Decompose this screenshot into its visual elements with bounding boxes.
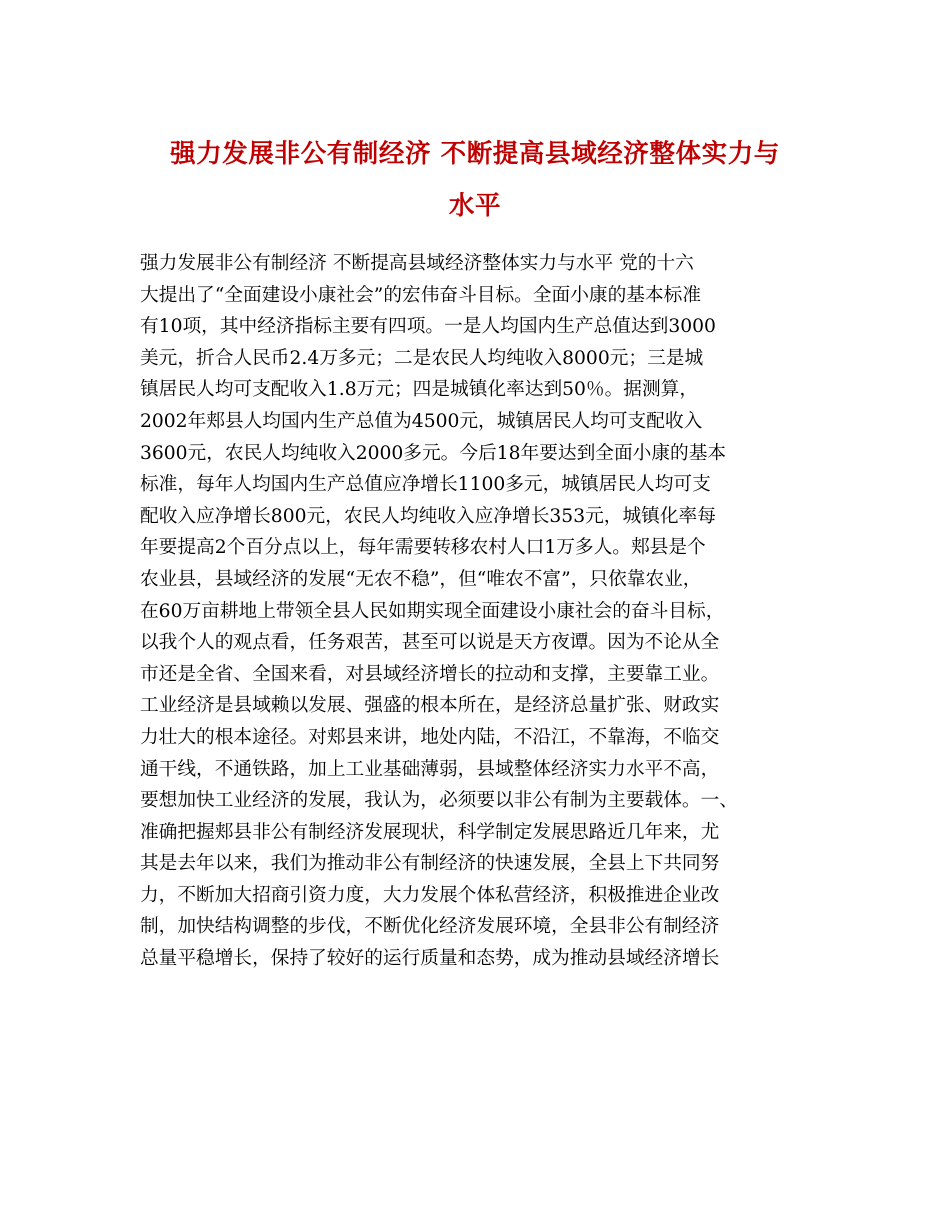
text-line: 要想加快工业经济的发展，我认为，必须要以非公有制为主要载体。一、 xyxy=(140,790,738,812)
text-line: 强力发展非公有制经济 不断提高县域经济整体实力与水平 党的十六 xyxy=(140,253,694,274)
text-line: 农业县，县域经济的发展“无农不稳”，但“唯农不富”，只依靠农业， xyxy=(140,568,702,590)
text-line: 准确把握郏县非公有制经济发展现状，科学制定发展思路近几年来，尤 xyxy=(140,821,720,843)
text-line: 2002年郏县人均国内生产总值为4500元，城镇居民人均可支配收入 xyxy=(140,410,703,432)
title-line: 强力发展非公有制经济 不断提高县域经济整体实力与 xyxy=(170,139,780,169)
text-line: 美元，折合人民币2.4万多元；二是农民人均纯收入8000元；三是城 xyxy=(140,347,704,369)
text-line: 工业经济是县域赖以发展、强盛的根本所在，是经济总量扩张、财政实 xyxy=(140,695,720,717)
text-line: 通干线，不通铁路，加上工业基础薄弱，县域整体经济实力水平不高， xyxy=(140,758,720,780)
page-title xyxy=(120,128,830,232)
text-line: 有10项，其中经济指标主要有四项。一是人均国内生产总值达到3000 xyxy=(140,316,716,338)
text-line: 总量平稳增长，保持了较好的运行质量和态势，成为推动县域经济增长 xyxy=(140,948,720,970)
title-line: 水平 xyxy=(448,191,502,221)
text-line: 其是去年以来，我们为推动非公有制经济的快速发展，全县上下共同努 xyxy=(140,853,720,875)
text-line: 力，不断加大招商引资力度，大力发展个体私营经济，积极推进企业改 xyxy=(140,884,720,906)
text-line: 标准，每年人均国内生产总值应净增长1100多元，城镇居民人均可支 xyxy=(140,474,711,496)
body-paragraph xyxy=(140,248,830,975)
text-line: 配收入应净增长800元，农民人均纯收入应净增长353元，城镇化率每 xyxy=(140,505,716,527)
text-line: 3600元，农民人均纯收入2000多元。今后18年要达到全面小康的基本 xyxy=(140,442,727,464)
text-line: 镇居民人均可支配收入1.8万元；四是城镇化率达到50％。据测算， xyxy=(140,379,699,401)
text-line: 大提出了“全面建设小康社会”的宏伟奋斗目标。全面小康的基本标准 xyxy=(140,284,702,306)
text-line: 制，加快结构调整的步伐，不断优化经济发展环境，全县非公有制经济 xyxy=(140,916,720,938)
text-line: 年要提高2个百分点以上，每年需要转移农村人口1万多人。郏县是个 xyxy=(140,537,706,559)
text-line: 以我个人的观点看，任务艰苦，甚至可以说是天方夜谭。因为不论从全 xyxy=(140,632,720,654)
text-line: 在60万亩耕地上带领全县人民如期实现全面建设小康社会的奋斗目标， xyxy=(140,600,725,622)
text-line: 力壮大的根本途径。对郏县来讲，地处内陆，不沿江，不靠海，不临交 xyxy=(140,726,720,748)
text-line: 市还是全省、全国来看，对县域经济增长的拉动和支撑，主要靠工业。 xyxy=(140,663,720,685)
